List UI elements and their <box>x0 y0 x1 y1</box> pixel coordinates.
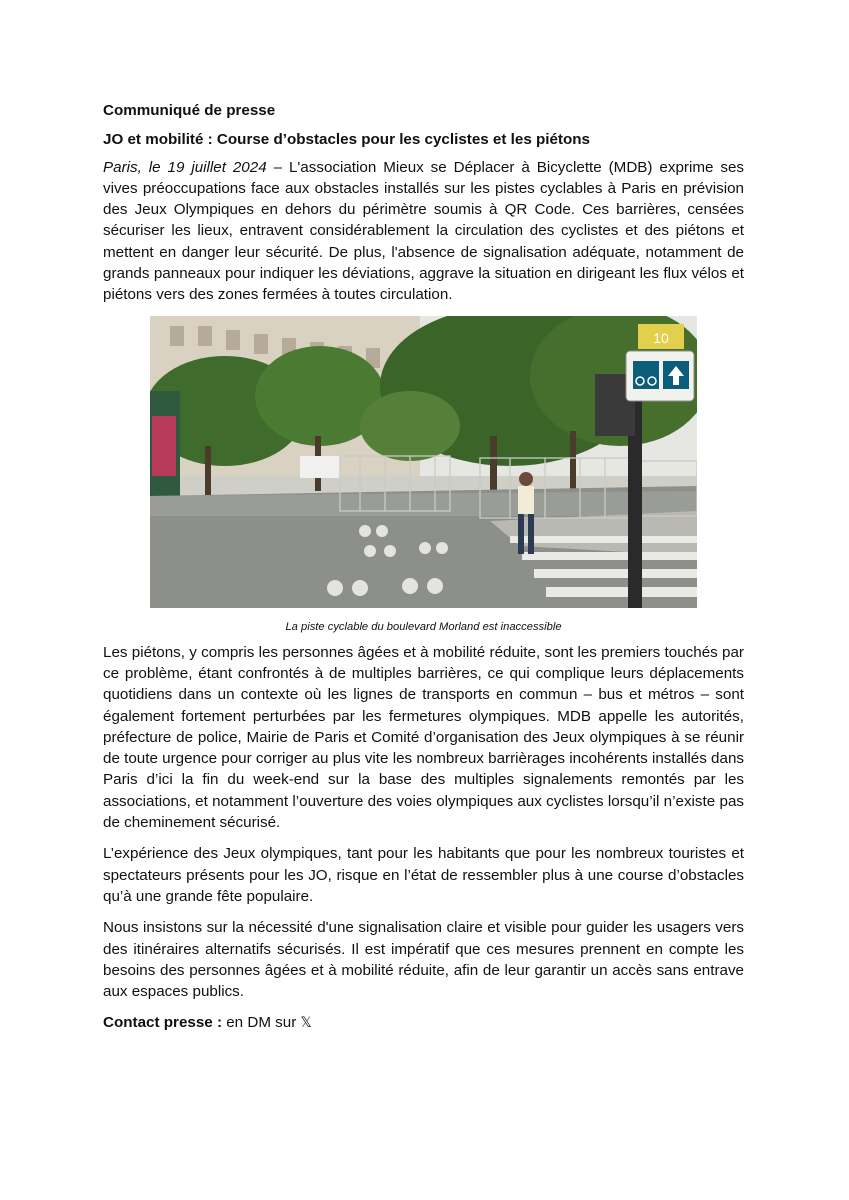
press-contact <box>103 1012 744 1034</box>
photo-caption: La piste cyclable du boulevard Morland est inaccessible <box>285 620 562 633</box>
document-title: JO et mobilité : Course d’obstacles pour les cyclistes et les piétons <box>103 131 590 149</box>
contact-text: en DM sur <box>222 1014 301 1032</box>
sign-number: 10 <box>653 329 669 346</box>
document-type-label: Communiqué de presse <box>103 102 276 119</box>
body-paragraph: Les piétons, y compris les personnes âgées et à mobilité réduite, sont les premiers touchés par ce problème, étant confrontés à de multiples barrières, ce qui complique leurs déplacements quotidiens dans un contexte où les lignes de transports en commun – bus et métros – sont également fortement perturbées par les fermetures olympiques. MDB appelle les autorités, préfecture de police, Mairie de Paris et Comité d’organisation des Jeux olympiques à se réunir de toute urgence pour corriger au plus vite les nombreux barrièrages incohérents installés dans Paris d’ici la fin du week-end sur la base des multiples signalements remontés par les associations, et notamment l’ouverture des voies olympiques aux cyclistes lorsqu’il n’existe pas de cheminement sécurisé. <box>103 643 744 832</box>
photo-figure <box>103 316 744 634</box>
dateline: Paris, le 19 juillet 2024 <box>103 158 267 176</box>
body-paragraph: Nous insistons sur la nécessité d'une signalisation claire et visible pour guider les usagers vers des itinéraires alternatifs sécurisés. Il est impératif que ces mesures prennent en compte les besoins des personnes âgées et à mobilité réduite, afin de leur garantir un accès sans entrave aux espaces publics. <box>103 919 744 1001</box>
contact-label: Contact presse : <box>103 1014 223 1032</box>
intro-text: – L'association Mieux se Déplacer à Bicyclette (MDB) exprime ses vives préoccupations face aux obstacles installés sur les pistes cyclables à Paris en prévision des Jeux Olympiques en dehors du périmètre soumis à QR Code. Ces barrières, censées sécuriser les lieux, entravent considérablement la circulation des cyclistes et des piétons et mettent en danger leur sécurité. De plus, l'absence de signalisation adéquate, notamment de grands panneaux pour indiquer les déviations, aggrave la situation en dirigeant les flux vélos et piétons vers des zones fermées à toutes circulation. <box>103 158 744 304</box>
press-release <box>103 100 744 1035</box>
body-paragraph: L’expérience des Jeux olympiques, tant pour les habitants que pour les nombreux touristes et spectateurs présents pour les JO, risque en l’état de ressembler plus à une course d’obstacles qu’à une grande fête populaire. <box>103 845 744 905</box>
intro-paragraph <box>103 157 744 306</box>
street-photo <box>150 316 697 608</box>
x-logo-icon[interactable]: 𝕏 <box>300 1015 312 1032</box>
